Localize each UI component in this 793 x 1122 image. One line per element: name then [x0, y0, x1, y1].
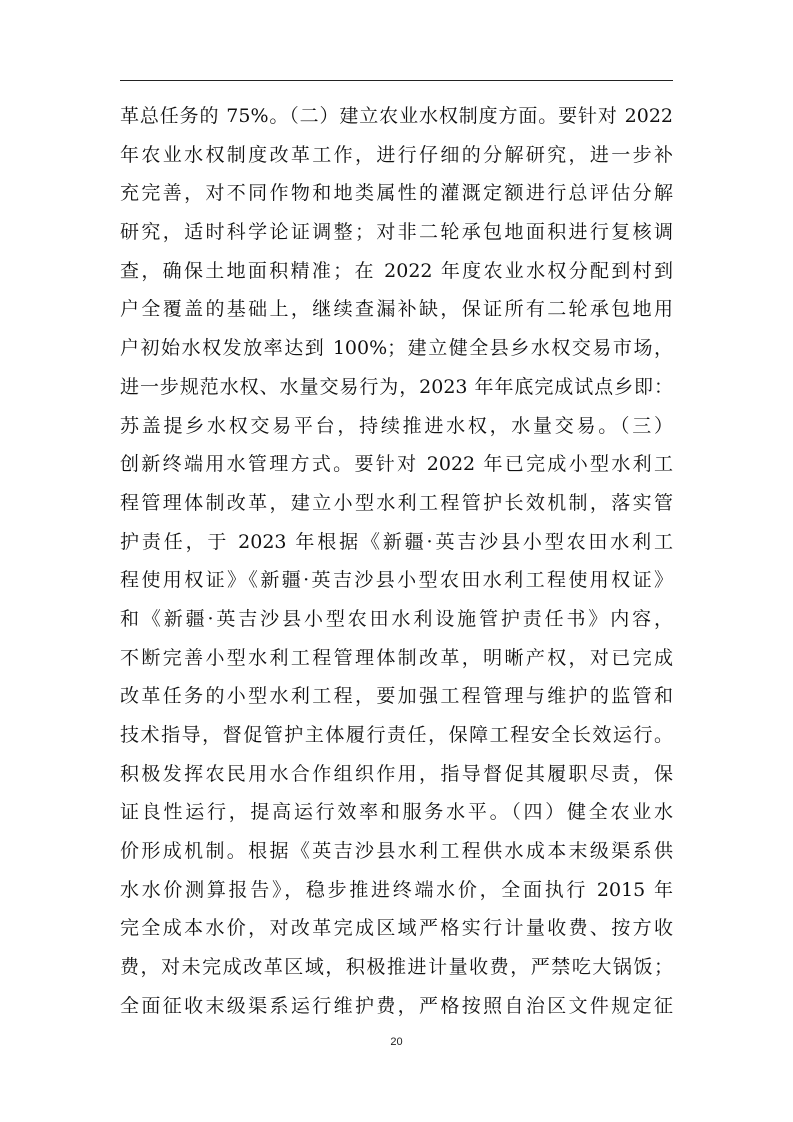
text-line: 革总任务的 75%。（二）建立农业水权制度方面。要针对 2022 — [120, 105, 673, 127]
text-line: 不断完善小型水利工程管理体制改革，明晰产权，对已完成 — [120, 646, 673, 669]
text-line: 充完善，对不同作物和地类属性的灌溉定额进行总评估分解 — [120, 182, 673, 205]
body-text — [120, 97, 673, 1026]
text-line: 证良性运行，提高运行效率和服务水平。（四）健全农业水 — [120, 801, 673, 824]
text-line: 户全覆盖的基础上，继续查漏补缺，保证所有二轮承包地用 — [120, 298, 673, 321]
text-line: 苏盖提乡水权交易平台，持续推进水权，水量交易。（三） — [120, 414, 673, 437]
text-line: 进一步规范水权、水量交易行为，2023 年年底完成试点乡即： — [120, 375, 673, 398]
text-line: 完全成本水价，对改革完成区域严格实行计量收费、按方收 — [120, 917, 673, 940]
text-line: 和《新疆·英吉沙县小型农田水利设施管护责任书》内容， — [120, 607, 673, 630]
text-line: 技术指导，督促管护主体履行责任，保障工程安全长效运行。 — [120, 724, 673, 746]
text-line: 年农业水权制度改革工作，进行仔细的分解研究，进一步补 — [120, 143, 673, 166]
text-line: 创新终端用水管理方式。要针对 2022 年已完成小型水利工 — [120, 453, 673, 476]
text-line: 改革任务的小型水利工程，要加强工程管理与维护的监管和 — [120, 685, 673, 708]
text-line: 研究，适时科学论证调整；对非二轮承包地面积进行复核调 — [120, 221, 673, 244]
text-line: 积极发挥农民用水合作组织作用，指导督促其履职尽责，保 — [120, 762, 673, 785]
text-line: 程使用权证》《新疆·英吉沙县小型农田水利工程使用权证》 — [120, 569, 673, 592]
header-rule — [120, 80, 673, 81]
page-number: 20 — [390, 1036, 403, 1048]
text-line: 户初始水权发放率达到 100%；建立健全县乡水权交易市场， — [120, 337, 673, 360]
text-line: 水水价测算报告》，稳步推进终端水价，全面执行 2015 年 — [120, 878, 673, 901]
text-line: 程管理体制改革，建立小型水利工程管护长效机制，落实管 — [120, 491, 673, 514]
text-line: 全面征收末级渠系运行维护费，严格按照自治区文件规定征 — [120, 994, 673, 1017]
text-line: 费，对未完成改革区域，积极推进计量收费，严禁吃大锅饭； — [120, 956, 673, 979]
text-line: 护责任，于 2023 年根据《新疆·英吉沙县小型农田水利工 — [120, 530, 673, 553]
text-line: 价形成机制。根据《英吉沙县水利工程供水成本末级渠系供 — [120, 840, 673, 863]
text-line: 查，确保土地面积精准；在 2022 年度农业水权分配到村到 — [120, 259, 673, 282]
